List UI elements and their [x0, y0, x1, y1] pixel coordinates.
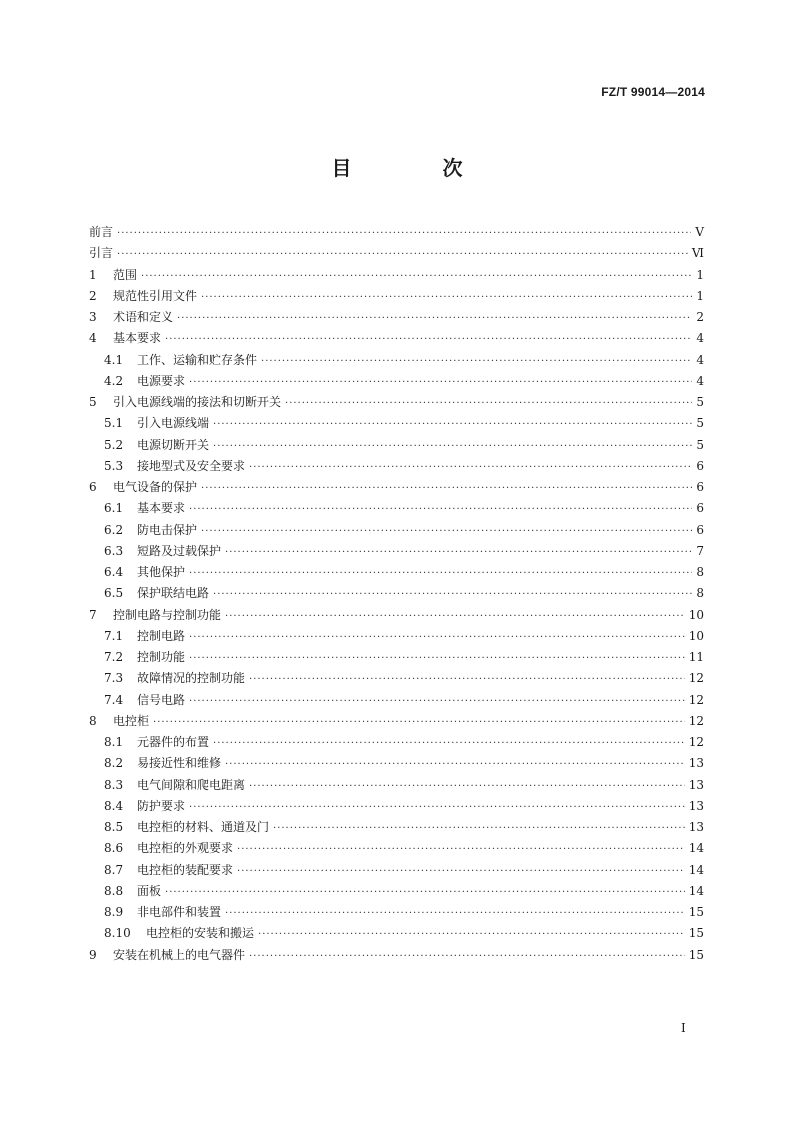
toc-entry[interactable] [89, 668, 704, 689]
toc-dot-leader [189, 499, 692, 520]
toc-entry-page: 12 [688, 671, 704, 686]
toc-entry[interactable] [89, 838, 704, 859]
toc-entry-number: 7.4 [104, 692, 124, 707]
toc-entry-number: 5.2 [104, 437, 124, 452]
toc-entry[interactable] [89, 945, 704, 966]
toc-entry[interactable] [89, 286, 704, 307]
toc-entry-title: 引入电源线端的接法和切断开关 [113, 395, 282, 409]
toc-dot-leader [273, 818, 685, 839]
toc-dot-leader [201, 521, 692, 542]
toc-entry-page: 15 [688, 947, 704, 962]
toc-entry-page: 12 [688, 692, 704, 707]
toc-dot-leader [261, 351, 692, 372]
toc-entry-number: 7 [89, 607, 97, 622]
toc-entry-title: 电源切断开关 [137, 437, 210, 452]
toc-entry-number: 8 [89, 713, 97, 728]
toc-dot-leader [189, 797, 685, 818]
toc-entry[interactable] [89, 435, 704, 456]
toc-dot-leader [225, 903, 685, 924]
toc-entry-title: 电气间隙和爬电距离 [137, 777, 246, 792]
toc-entry-page: 6 [696, 501, 704, 516]
toc-entry-title: 短路及过载保护 [137, 543, 222, 558]
toc-entry-number: 8.8 [104, 883, 124, 898]
toc-entry[interactable] [89, 498, 704, 519]
toc-entry-number: 7.2 [104, 650, 124, 664]
toc-entry-page: 14 [688, 883, 704, 898]
toc-entry[interactable] [89, 817, 704, 838]
toc-entry-page: 13 [688, 820, 704, 834]
toc-entry-number: 4.1 [104, 352, 124, 367]
toc-entry-page: 6 [696, 458, 704, 473]
page-number: I [681, 1021, 686, 1035]
toc-entry[interactable] [89, 392, 704, 413]
toc-entry-title: 面板 [137, 883, 162, 898]
toc-dot-leader [285, 393, 692, 414]
toc-entry-title: 基本要求 [113, 331, 162, 346]
toc-entry[interactable] [89, 243, 704, 264]
toc-entry[interactable] [89, 647, 704, 668]
toc-entry-title: 基本要求 [137, 501, 186, 516]
toc-entry-title: 控制电路 [137, 628, 186, 643]
toc-entry-title: 电控柜 [113, 713, 150, 728]
toc-entry[interactable] [89, 562, 704, 583]
toc-dot-leader [213, 733, 685, 754]
toc-entry-page: 6 [696, 480, 704, 494]
toc-dot-leader [249, 776, 685, 797]
toc-dot-leader [225, 754, 685, 775]
toc-entry-page: Ⅴ [695, 225, 704, 239]
toc-entry-title: 接地型式及安全要求 [137, 458, 246, 473]
toc-entry-title: 非电部件和装置 [137, 905, 222, 919]
toc-entry-title: 元器件的布置 [137, 735, 210, 749]
toc-entry-number: 9 [89, 947, 97, 962]
toc-entry-page: 13 [688, 777, 704, 792]
toc-entry-number: 6.4 [104, 565, 124, 579]
toc-entry-page: 4 [696, 331, 704, 346]
toc-dot-leader [189, 627, 685, 648]
toc-entry[interactable] [89, 456, 704, 477]
toc-entry-number: 6.2 [104, 522, 124, 537]
toc-entry-page: 10 [688, 607, 704, 622]
toc-dot-leader [189, 691, 685, 712]
toc-entry-page: 12 [688, 735, 704, 749]
toc-entry-title: 防护要求 [137, 798, 186, 813]
toc-entry-number: 4.2 [104, 373, 124, 388]
toc-entry-number: 3 [89, 310, 97, 324]
toc-dot-leader [189, 563, 692, 584]
toc-entry[interactable] [89, 860, 704, 881]
toc-dot-leader [201, 287, 692, 308]
toc-entry-page: 4 [696, 373, 704, 388]
toc-entry[interactable] [89, 605, 704, 626]
toc-entry-number: 8.1 [104, 735, 124, 749]
toc-entry[interactable] [89, 902, 704, 923]
toc-entry-page: Ⅵ [691, 246, 704, 261]
toc-entry-title: 防电击保护 [137, 522, 198, 537]
toc-entry-number: 6.1 [104, 501, 124, 516]
toc-dot-leader [249, 457, 692, 478]
toc-entry-title: 规范性引用文件 [113, 288, 198, 303]
toc-entry-title: 工作、运输和贮存条件 [137, 352, 258, 367]
toc-dot-leader [153, 712, 685, 733]
toc-dot-leader [117, 223, 691, 244]
toc-entry[interactable] [89, 350, 704, 371]
toc-entry-number: 8.2 [104, 756, 124, 771]
toc-dot-leader [225, 542, 692, 563]
toc-entry-title: 信号电路 [137, 692, 186, 707]
toc-entry-number: 5 [89, 395, 97, 409]
toc-entry-title: 其他保护 [137, 565, 186, 579]
toc-entry[interactable] [89, 753, 704, 774]
toc-dot-leader [213, 414, 692, 435]
standard-code: FZ/T 99014—2014 [601, 85, 705, 99]
toc-dot-leader [201, 478, 692, 499]
toc-entry-title: 电控柜的装配要求 [137, 862, 234, 877]
toc-dot-leader [177, 308, 692, 329]
toc-entry-number: 7.3 [104, 671, 124, 686]
toc-entry-page: 13 [688, 756, 704, 771]
toc-dot-leader [225, 606, 685, 627]
toc-entry-page: 2 [696, 310, 704, 324]
toc-dot-leader [249, 946, 685, 967]
toc-entry-page: 5 [696, 437, 704, 452]
toc-dot-leader [165, 882, 685, 903]
toc-entry-page: 14 [688, 862, 704, 877]
toc-entry-page: 10 [688, 628, 704, 643]
toc-entry-page: 7 [696, 543, 704, 558]
toc-entry-page: 8 [696, 586, 704, 601]
toc-entry-page: 8 [696, 565, 704, 579]
toc-entry-page: 13 [688, 798, 704, 813]
toc-entry[interactable] [89, 328, 704, 349]
toc-entry-page: 14 [688, 841, 704, 856]
toc-entry-number: 5.1 [104, 416, 124, 431]
toc-dot-leader [237, 861, 685, 882]
toc-entry[interactable] [89, 711, 704, 732]
toc-dot-leader [189, 648, 685, 669]
toc-entry[interactable] [89, 881, 704, 902]
toc-dot-leader [117, 244, 688, 265]
toc-entry-number: 8.7 [104, 862, 124, 877]
toc-entry-number: 6.5 [104, 586, 124, 601]
toc-entry-title: 电源要求 [137, 373, 186, 388]
toc-entry-number: 8.5 [104, 820, 124, 834]
toc-entry-title: 电控柜的外观要求 [137, 841, 234, 856]
toc-entry-number: 8.4 [104, 798, 124, 813]
toc-dot-leader [213, 584, 692, 605]
toc-dot-leader [165, 329, 692, 350]
toc-entry-page: 5 [696, 416, 704, 431]
toc-entry-title: 易接近性和维修 [137, 756, 222, 771]
toc-dot-leader [237, 839, 685, 860]
toc-entry-number: 2 [89, 288, 97, 303]
toc-entry-title: 控制电路与控制功能 [113, 607, 222, 622]
toc-dot-leader [213, 436, 692, 457]
toc-entry[interactable] [89, 222, 704, 243]
toc-entry-title: 引入电源线端 [137, 416, 210, 431]
toc-entry-number: 5.3 [104, 458, 124, 473]
toc-entry-number: 8.3 [104, 777, 124, 792]
toc-entry-page: 5 [696, 395, 704, 409]
toc-entry[interactable] [89, 923, 704, 944]
toc-entry[interactable] [89, 541, 704, 562]
toc-entry-number: 8.6 [104, 841, 124, 856]
toc-entry[interactable] [89, 265, 704, 286]
toc-entry-number: 6 [89, 480, 97, 494]
toc-entry-page: 1 [696, 288, 704, 303]
toc-entry-number: 4 [89, 331, 97, 346]
toc-entry-title: 电控柜的安装和搬运 [146, 926, 255, 941]
toc-entry-number: 8.10 [104, 926, 131, 941]
toc-entry-page: 11 [688, 650, 704, 664]
toc-entry-title: 保护联结电路 [137, 586, 210, 601]
toc-dot-leader [249, 669, 685, 690]
toc-entry-number: 1 [89, 267, 97, 282]
page-title: 目 次 [331, 156, 505, 180]
toc-dot-leader [258, 924, 685, 945]
toc-entry-title: 控制功能 [137, 650, 186, 664]
toc-entry-page: 12 [688, 713, 704, 728]
toc-entry[interactable] [89, 626, 704, 647]
toc-entry-page: 15 [688, 926, 704, 941]
toc-entry-title: 范围 [113, 267, 138, 282]
toc-entry[interactable] [89, 477, 704, 498]
toc-entry-number: 8.9 [104, 905, 124, 919]
toc-entry[interactable] [89, 796, 704, 817]
toc-entry-title: 故障情况的控制功能 [137, 671, 246, 686]
toc-entry[interactable] [89, 583, 704, 604]
toc-entry-number: 7.1 [104, 628, 124, 643]
toc-entry[interactable] [89, 690, 704, 711]
toc-dot-leader [189, 372, 692, 393]
toc-entry-number: 6.3 [104, 543, 124, 558]
toc-entry[interactable] [89, 775, 704, 796]
toc-entry-page: 6 [696, 522, 704, 537]
toc-entry[interactable] [89, 307, 704, 328]
toc-entry[interactable] [89, 732, 704, 753]
toc-entry-title: 电控柜的材料、通道及门 [137, 820, 270, 834]
toc-entry-title: 电气设备的保护 [113, 480, 198, 494]
toc-entry-title: 前言 [89, 225, 114, 239]
toc-entry[interactable] [89, 371, 704, 392]
toc-dot-leader [141, 266, 692, 287]
toc-entry-page: 4 [696, 352, 704, 367]
toc-entry[interactable] [89, 413, 704, 434]
toc-entry-page: 15 [688, 905, 704, 919]
toc-entry-page: 1 [696, 267, 704, 282]
toc-entry-title: 安装在机械上的电气器件 [113, 947, 246, 962]
table-of-contents [89, 222, 704, 966]
toc-entry[interactable] [89, 520, 704, 541]
toc-entry-title: 术语和定义 [113, 310, 174, 324]
toc-entry-title: 引言 [89, 246, 114, 261]
